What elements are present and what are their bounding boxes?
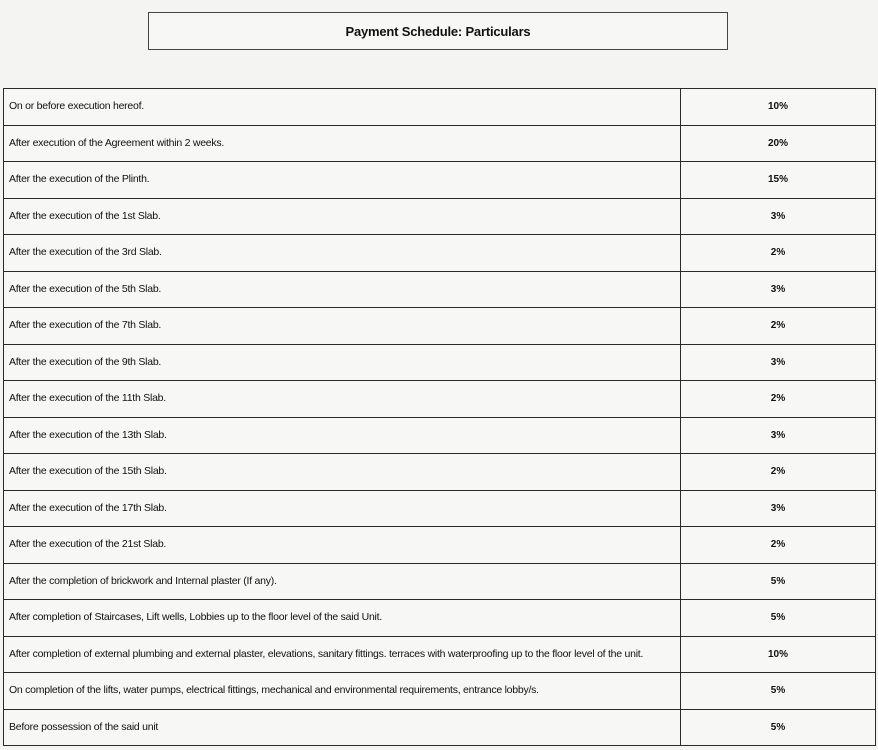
table-row [4,89,876,126]
table-row [4,162,876,199]
percent-cell: 5% [681,673,876,710]
particular-cell: After completion of external plumbing and external plaster, elevations, sanitary fittings. terraces with waterproofing up to the floor level of the unit. [4,636,681,673]
table-row [4,125,876,162]
percent-cell: 3% [681,417,876,454]
particular-cell: After execution of the Agreement within 2 weeks. [4,125,681,162]
particular-cell: After the execution of the Plinth. [4,162,681,199]
table-row [4,527,876,564]
table-row [4,344,876,381]
table-row [4,271,876,308]
title-box [148,12,728,50]
table-row [4,673,876,710]
table-row [4,381,876,418]
table-row [4,709,876,746]
percent-cell: 2% [681,527,876,564]
table-row [4,636,876,673]
payment-schedule-body [4,89,876,746]
payment-schedule-table [3,88,876,746]
particular-cell: After the completion of brickwork and Internal plaster (If any). [4,563,681,600]
percent-cell: 2% [681,381,876,418]
percent-cell: 5% [681,563,876,600]
percent-cell: 2% [681,308,876,345]
particular-cell: After the execution of the 17th Slab. [4,490,681,527]
percent-cell: 3% [681,490,876,527]
percent-cell: 10% [681,89,876,126]
particular-cell: After the execution of the 11th Slab. [4,381,681,418]
table-row [4,563,876,600]
particular-cell: After the execution of the 15th Slab. [4,454,681,491]
percent-cell: 20% [681,125,876,162]
percent-cell: 2% [681,235,876,272]
table-row [4,454,876,491]
particular-cell: After completion of Staircases, Lift wells, Lobbies up to the floor level of the said Unit. [4,600,681,637]
particular-cell: Before possession of the said unit [4,709,681,746]
percent-cell: 5% [681,709,876,746]
particular-cell: After the execution of the 1st Slab. [4,198,681,235]
table-row [4,490,876,527]
percent-cell: 2% [681,454,876,491]
table-row [4,417,876,454]
percent-cell: 3% [681,344,876,381]
percent-cell: 3% [681,198,876,235]
particular-cell: After the execution of the 13th Slab. [4,417,681,454]
particular-cell: After the execution of the 9th Slab. [4,344,681,381]
particular-cell: After the execution of the 5th Slab. [4,271,681,308]
percent-cell: 5% [681,600,876,637]
page-title: Payment Schedule: Particulars [345,23,531,39]
particular-cell: After the execution of the 21st Slab. [4,527,681,564]
percent-cell: 15% [681,162,876,199]
table-row [4,198,876,235]
table-row [4,600,876,637]
particular-cell: On completion of the lifts, water pumps, electrical fittings, mechanical and environmental requirements, entrance lobby/s. [4,673,681,710]
table-row [4,308,876,345]
table-row [4,235,876,272]
percent-cell: 10% [681,636,876,673]
percent-cell: 3% [681,271,876,308]
particular-cell: On or before execution hereof. [4,89,681,126]
particular-cell: After the execution of the 3rd Slab. [4,235,681,272]
particular-cell: After the execution of the 7th Slab. [4,308,681,345]
